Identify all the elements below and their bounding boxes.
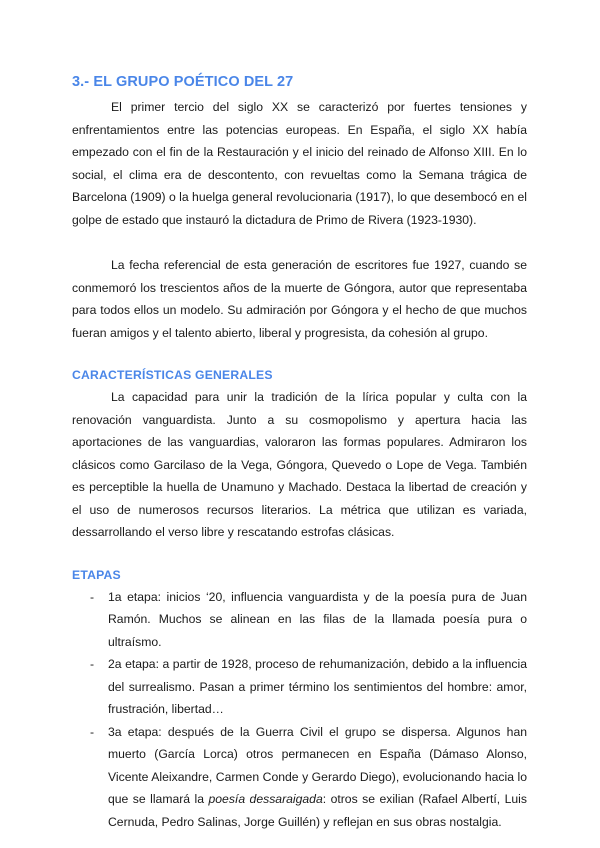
bullet-dash: - [90, 589, 95, 604]
list-item [72, 721, 527, 834]
list-item-text-before: 3a etapa: después de la Guerra Civil el grupo se dispersa. Algunos han muerto (García Lorca) otros permanecen en España (Dámaso Alonso, Vicente Aleixandre, Carmen Conde y Gerardo Diego), evolucionando hacia lo que se llamará la [108, 724, 527, 806]
section-heading-caracteristicas: CARACTERÍSTICAS GENERALES [72, 368, 273, 382]
intro-paragraph-2: La fecha referencial de esta generación de escritores fue 1927, cuando se conmemoró los trescientos años de la muerte de Góngora, autor que representaba para todos ellos un modelo. Su admiración por Góngora y el hecho de que muchos fueran amigos y el talento abierto, liberal y progresista, da cohesión al grupo. [72, 258, 527, 340]
list-item-text-after: : otros se exilian (Rafael Albertí, Luis Cernuda, Pedro Salinas, Jorge Guillén) y reflejan en sus obras nostalgia. [108, 792, 527, 829]
spacer [72, 344, 527, 364]
list-item [72, 586, 527, 654]
page-title: 3.- EL GRUPO POÉTICO DEL 27 [72, 74, 294, 90]
list-item-text-italic: poesía dessaraigada [208, 792, 323, 806]
list-item-text: 2a etapa: a partir de 1928, proceso de rehumanización, debido a la influencia del surrealismo. Pasan a primer término los sentimientos del hombre: amor, frustración, libertad… [108, 657, 527, 716]
list-item-text [108, 725, 527, 829]
list-item-text: 1a etapa: inicios ‘20, influencia vanguardista y de la poesía pura de Juan Ramón. Muchos se alinean en las filas de la llamada poesía pura o ultraísmo. [108, 589, 527, 649]
bullet-dash: - [90, 724, 95, 739]
spacer [72, 231, 527, 254]
list-item [72, 653, 527, 721]
bullet-dash: - [90, 657, 95, 671]
section-heading-etapas: ETAPAS [72, 567, 121, 582]
etapas-list [72, 586, 527, 834]
document-page [72, 72, 527, 833]
intro-paragraph-1: El primer tercio del siglo XX se caracterizó por fuertes tensiones y enfrentamientos entre las potencias europeas. En España, el siglo XX había empezado con el fin de la Restauración y el inicio del reinado de Alfonso XIII. En lo social, el clima era de descontento, con revueltas como la Semana trágica de Barcelona (1909) o la huelga general revolucionaria (1917), lo que desembocó en el golpe de estado que instauró la dictadura de Primo de Rivera (1923-1930). [72, 100, 527, 227]
spacer [72, 544, 527, 564]
caracteristicas-paragraph: La capacidad para unir la tradición de la lírica popular y culta con la renovación vanguardista. Junto a su cosmopolismo y apertura hacia las aportaciones de las vanguardias, valoraron las formas populares. Admiraron los clásicos como Garcilaso de la Vega, Góngora, Quevedo o Lope de Vega. También es perceptible la huella de Unamuno y Machado. Destaca la libertad de creación y el uso de numerosos recursos literarios. La métrica que utilizan es variada, dessarrollando el verso libre y rescatando estrofas clásicas. [72, 390, 527, 539]
